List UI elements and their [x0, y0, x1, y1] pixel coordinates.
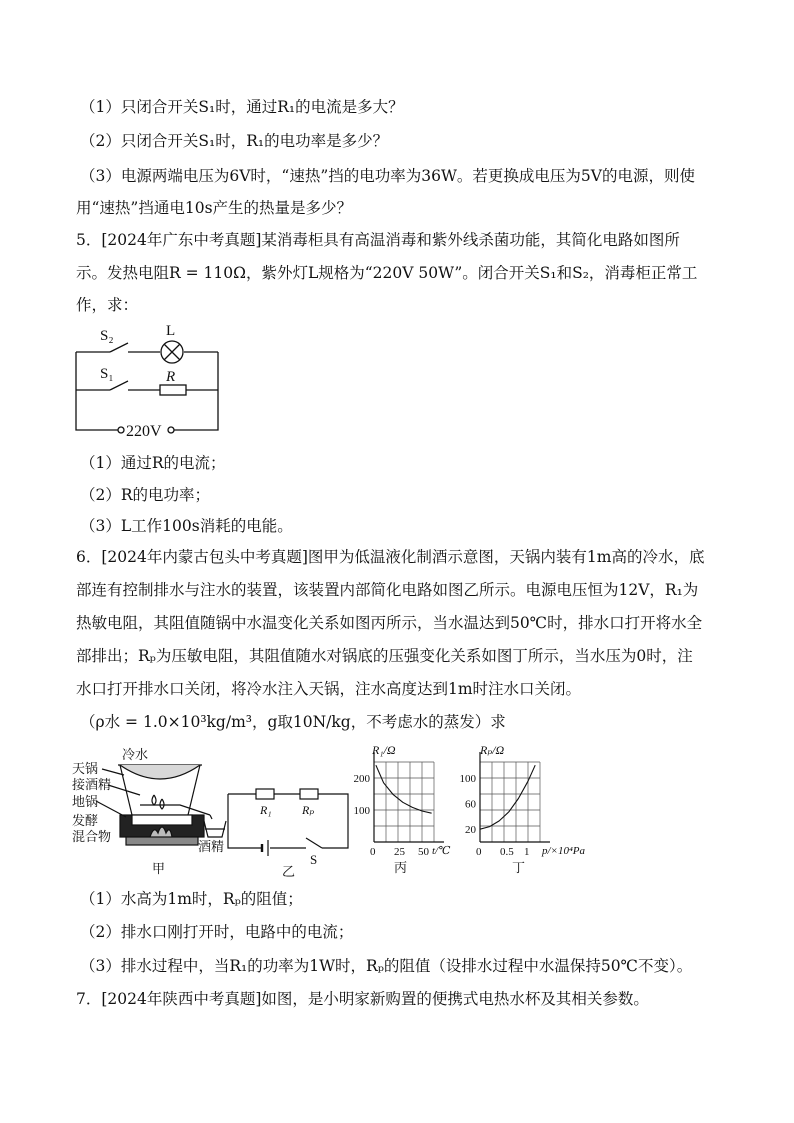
q5-circuit-diagram	[70, 320, 230, 445]
jia-label-ferment: 发酵	[72, 813, 99, 828]
q6-sub1: （1）水高为1m时，Rₚ的阻值；	[80, 890, 303, 908]
q5-sub3: （3）L工作100s消耗的电能。	[80, 517, 293, 535]
jia-label-cold-water: 冷水	[122, 747, 149, 762]
bing-xlabel: t/℃	[432, 845, 451, 857]
ding-xlabel: p/×10⁴Pa	[542, 845, 586, 857]
q7-line1: 7．[2024年陕西中考真题]如图，是小明家新购置的便携式电热水杯及其相关参数。	[76, 990, 649, 1008]
q5-label-s2: S₂	[100, 328, 114, 344]
q5-sub2: （2）R的电功率；	[80, 486, 211, 504]
x-tick-label: 0.5	[500, 846, 514, 858]
q5-sub1: （1）通过R的电流；	[80, 454, 226, 472]
y-tick-label: 20	[465, 824, 476, 837]
y-tick-label: 200	[353, 773, 370, 785]
jia-label-tianguo: 天锅	[72, 761, 99, 776]
q6-line2: 部连有控制排水与注水的装置，该装置内部简化电路如图乙所示。电源电压恒为12V，R₁为	[76, 581, 699, 599]
q5-label-voltage: 220V	[126, 423, 162, 440]
x-tick-label: 25	[394, 846, 405, 858]
jia-caption: 甲	[152, 861, 166, 876]
yi-caption: 乙	[282, 864, 296, 879]
q6-line3: 热敏电阻，其阻值随锅中水温变化关系如图丙所示，当水温达到50℃时，排水口打开将水全	[76, 614, 703, 632]
q5-label-s1: S₁	[100, 366, 114, 382]
q6-sub3: （3）排水过程中，当R₁的功率为1W时，Rₚ的阻值（设排水过程中水温保持50℃不变）。	[80, 957, 693, 975]
q6-figure-jia	[70, 745, 230, 875]
jia-label-mixture: 混合物	[72, 829, 112, 844]
yi-label-rp: Rₚ	[302, 803, 315, 817]
q6-chart-bing	[346, 742, 461, 877]
x-tick-label: 1	[524, 846, 530, 858]
q5-line1: 5．[2024年广东中考真题]某消毒柜具有高温消毒和紫外线杀菌功能，其简化电路如图所	[76, 231, 680, 249]
jia-label-collect: 接酒精	[72, 777, 112, 792]
q5-line2: 示。发热电阻R = 110Ω，紫外灯L规格为“220V 50W”。闭合开关S₁和S₂，消毒柜正常工	[76, 264, 698, 282]
bing-caption: 丙	[394, 860, 408, 875]
y-tick-label: 100	[353, 805, 370, 817]
series-curve	[480, 765, 535, 829]
q4-sub1: （1）只闭合开关S₁时，通过R₁的电流是多大？	[80, 98, 404, 116]
yi-label-r1: R₁	[260, 803, 272, 817]
ding-caption: 丁	[512, 860, 526, 875]
ding-ylabel: Rₚ/Ω	[480, 743, 505, 757]
x-tick-label: 50	[418, 846, 429, 858]
q5-label-resistor: R	[166, 369, 176, 385]
jia-label-diguo: 地锅	[72, 794, 99, 809]
q4-sub2: （2）只闭合开关S₁时，R₁的电功率是多少？	[80, 132, 389, 150]
y-tick-label: 100	[459, 773, 476, 785]
yi-label-switch: S	[310, 852, 318, 867]
jia-label-alcohol: 酒精	[198, 839, 225, 854]
q6-line6: （ρ水 = 1.0×10³kg/m³，g取10N/kg，不考虑水的蒸发）求	[80, 713, 506, 731]
x-tick-label: 0	[370, 846, 376, 858]
q6-line4: 部排出；Rₚ为压敏电阻，其阻值随水对锅底的压强变化关系如图丁所示，当水压为0时，注	[76, 647, 693, 665]
q5-label-lamp: L	[166, 323, 176, 339]
q6-sub2: （2）排水口刚打开时，电路中的电流；	[80, 923, 354, 941]
q6-chart-ding	[456, 742, 596, 877]
q5-line3: 作，求：	[76, 296, 139, 314]
bing-ylabel: R₁/Ω	[372, 743, 396, 757]
q6-line5: 水口打开排水口关闭，将冷水注入天锅，注水高度达到1m时注水口关闭。	[76, 680, 582, 698]
series-curve	[376, 765, 432, 813]
q6-figure-yi	[226, 780, 356, 879]
x-tick-label: 0	[476, 846, 482, 858]
q4-sub3-line2: 用“速热”挡通电10s产生的热量是多少？	[76, 199, 353, 217]
y-tick-label: 60	[465, 798, 476, 811]
q4-sub3-line1: （3）电源两端电压为6V时，“速热”挡的电功率为36W。若更换成电压为5V的电源，则使	[80, 167, 695, 185]
q6-line1: 6．[2024年内蒙古包头中考真题]图甲为低温液化制酒示意图，天锅内装有1m高的冷水，底	[76, 548, 705, 566]
